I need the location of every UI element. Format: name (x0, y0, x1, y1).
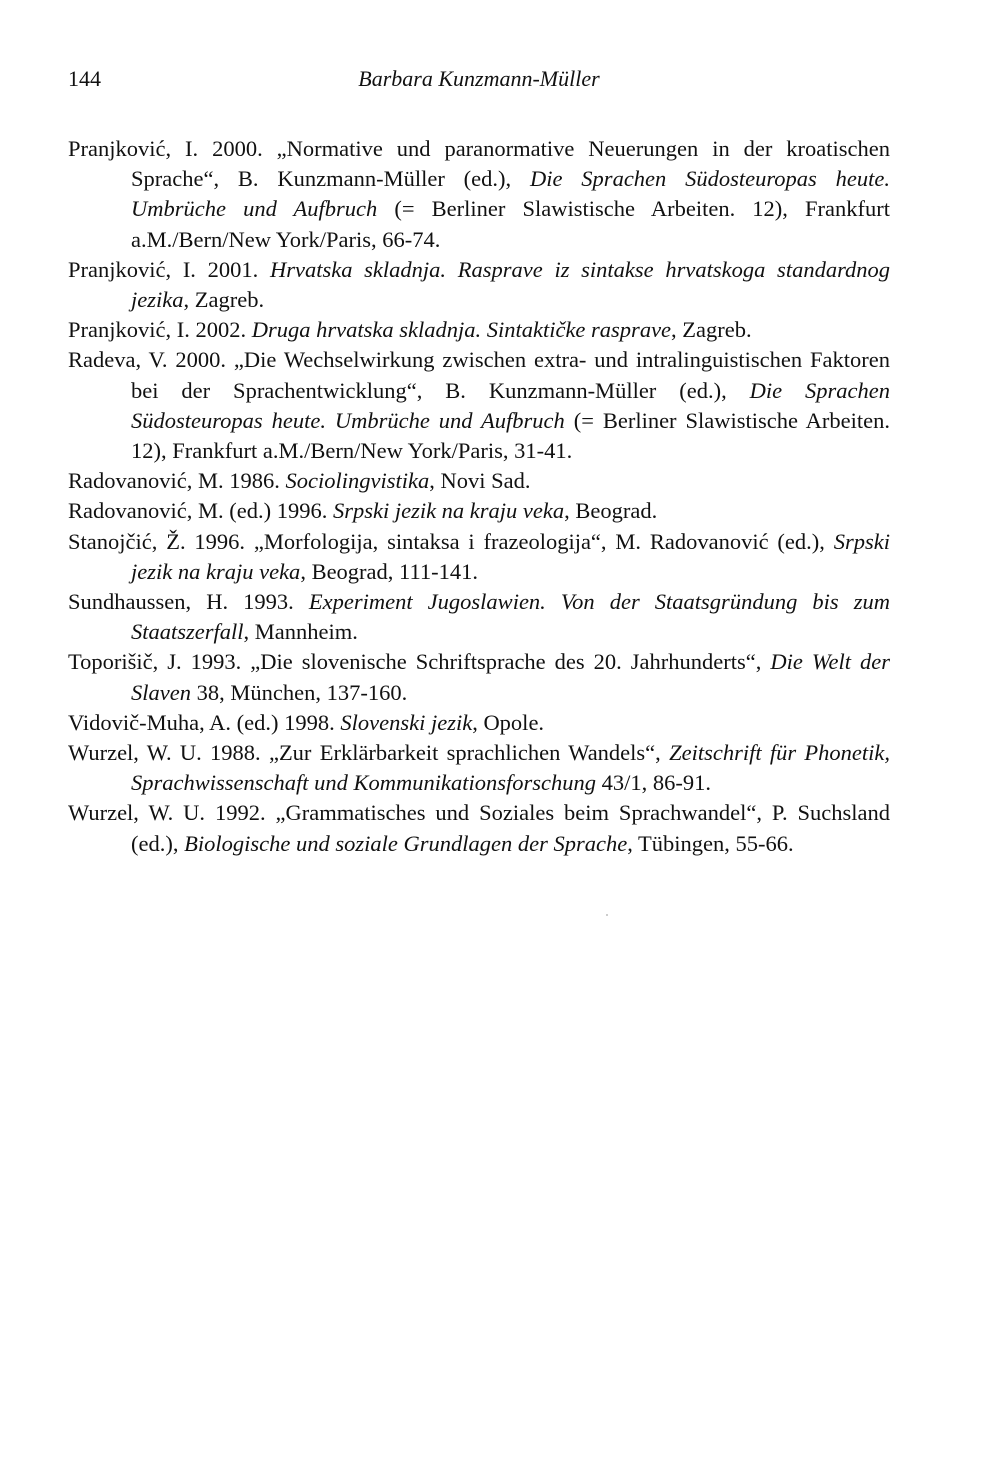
bibliography-entry (68, 587, 890, 647)
bibliography-entry (68, 647, 890, 707)
entry-text: , Opole. (472, 709, 545, 735)
entry-text: Pranjković, I. 2002. (68, 317, 252, 343)
entry-text: Stanojčić, Ž. 1996. „Morfologija, sintaksa i frazeologija“, M. Radovanović (ed.), (68, 528, 834, 554)
entry-title: Die Welt der Slaven (131, 649, 890, 705)
entry-text: , Tübingen, 55-66. (627, 830, 794, 856)
entry-text: Radovanović, M. 1986. (68, 468, 286, 494)
entry-text: Radovanović, M. (ed.) 1996. (68, 498, 333, 524)
entry-title: Biologische und soziale Grundlagen der Sprache (184, 830, 628, 856)
entry-text: , Zagreb. (183, 287, 265, 313)
entry-text: 38, München, 137-160. (190, 679, 408, 705)
entry-title: Srpski jezik na kraju veka (131, 528, 890, 584)
running-head (68, 62, 890, 96)
entry-title: Die Sprachen Südosteuropas heute. Umbrüche und Aufbruch (131, 377, 890, 433)
running-title: Barbara Kunzmann-Müller (358, 66, 600, 91)
entry-text: Pranjković, I. 2001. (68, 256, 270, 282)
entry-title: Experiment Jugoslawien. Von der Staatsgründung bis zum Staatszerfall (131, 589, 890, 645)
entry-title: Druga hrvatska skladnja. Sintaktičke rasprave (251, 317, 672, 343)
entry-title: Srpski jezik na kraju veka (332, 498, 565, 524)
bibliography-entry (68, 255, 890, 315)
page-number: 144 (68, 66, 101, 91)
bibliography-entry (68, 738, 890, 798)
entry-text: Radeva, V. 2000. „Die Wechselwirkung zwischen extra- und intralinguistischen Faktoren bei der Sprachentwicklung“, B. Kunzmann-Müller (ed.), (68, 347, 890, 403)
entry-text: Sundhaussen, H. 1993. (68, 589, 309, 615)
entry-text: , Beograd. (564, 498, 658, 524)
bibliography-entry (68, 527, 890, 587)
entry-text: , Novi Sad. (429, 468, 531, 494)
entry-title: Zeitschrift für Phonetik, Sprachwissenschaft und Kommunikationsforschung (131, 740, 891, 796)
entry-text: Toporišič, J. 1993. „Die slovenische Schriftsprache des 20. Jahrhunderts“, (68, 649, 771, 675)
bibliography-entry (68, 496, 890, 526)
entry-title: Hrvatska skladnja. Rasprave iz sintakse hrvatskoga standardnog jezika (131, 256, 890, 313)
bibliography-list (68, 134, 890, 859)
entry-text: , Zagreb. (671, 317, 752, 343)
entry-text: (= Berliner Slawistische Arbeiten. 12), Frankfurt a.M./Bern/New York/Paris, 66-74. (131, 196, 891, 252)
scan-speck (606, 914, 608, 916)
bibliography-entry (68, 466, 890, 496)
entry-title: Slovenski jezik (340, 709, 473, 735)
entry-text: Pranjković, I. 2000. „Normative und paranormative Neuerungen in der kroatischen Sprache“, B. Kunzmann-Müller (ed.), (68, 136, 890, 192)
entry-text: Wurzel, W. U. 1988. „Zur Erklärbarkeit sprachlichen Wandels“, (68, 740, 670, 766)
bibliography-entry (68, 798, 890, 858)
entry-title: Die Sprachen Südosteuropas heute. Umbrüche und Aufbruch (131, 166, 890, 222)
bibliography-entry (68, 708, 890, 738)
bibliography-entry (68, 134, 890, 255)
bibliography-entry (68, 315, 890, 345)
entry-text: , Mannheim. (243, 619, 358, 645)
entry-text: , Beograd, 111-141. (300, 558, 478, 584)
entry-text: 43/1, 86-91. (596, 770, 711, 796)
entry-title: Sociolingvistika (285, 468, 430, 494)
entry-text: Vidovič-Muha, A. (ed.) 1998. (68, 709, 341, 735)
entry-text: Wurzel, W. U. 1992. „Grammatisches und Soziales beim Sprachwandel“, P. Suchsland (ed.), (68, 800, 890, 856)
bibliography-entry (68, 345, 890, 466)
entry-text: (= Berliner Slawistische Arbeiten. 12), Frankfurt a.M./Bern/New York/Paris, 31-41. (131, 407, 890, 464)
